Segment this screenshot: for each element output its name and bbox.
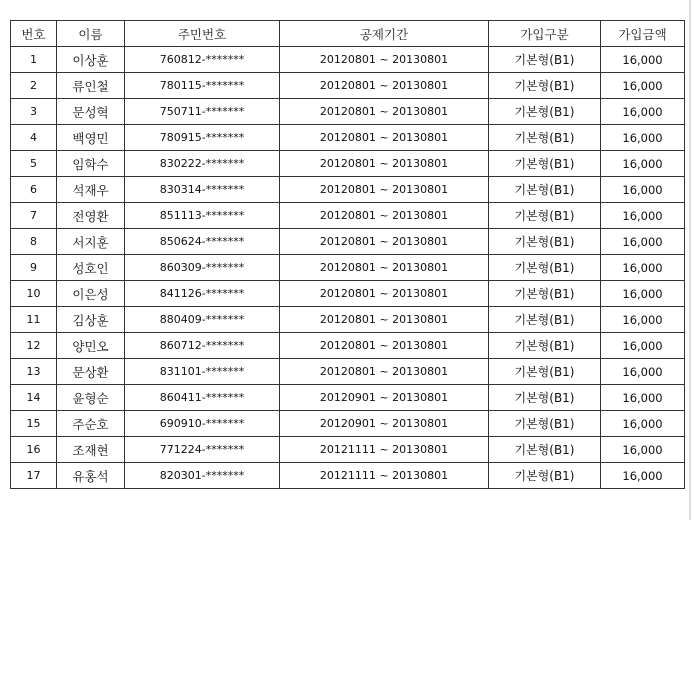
header-period: 공제기간 bbox=[280, 21, 489, 47]
cell-amount: 16,000 bbox=[601, 359, 685, 385]
cell-period: 20120801 ~ 20130801 bbox=[280, 307, 489, 333]
cell-period: 20120801 ~ 20130801 bbox=[280, 281, 489, 307]
table-row bbox=[11, 411, 685, 437]
table-row bbox=[11, 125, 685, 151]
cell-no: 9 bbox=[11, 255, 57, 281]
cell-name: 주순호 bbox=[57, 411, 125, 437]
cell-name: 백영민 bbox=[57, 125, 125, 151]
table-row bbox=[11, 177, 685, 203]
cell-no: 6 bbox=[11, 177, 57, 203]
cell-plan-type: 기본형(B1) bbox=[489, 177, 601, 203]
cell-name: 전영환 bbox=[57, 203, 125, 229]
cell-period: 20120801 ~ 20130801 bbox=[280, 125, 489, 151]
cell-plan-type: 기본형(B1) bbox=[489, 359, 601, 385]
table-row bbox=[11, 385, 685, 411]
member-table bbox=[10, 20, 685, 489]
cell-resident-id: 850624-******* bbox=[125, 229, 280, 255]
cell-name: 석재우 bbox=[57, 177, 125, 203]
cell-period: 20121111 ~ 20130801 bbox=[280, 437, 489, 463]
cell-period: 20120801 ~ 20130801 bbox=[280, 177, 489, 203]
cell-name: 양민오 bbox=[57, 333, 125, 359]
cell-amount: 16,000 bbox=[601, 203, 685, 229]
cell-resident-id: 780915-******* bbox=[125, 125, 280, 151]
cell-no: 17 bbox=[11, 463, 57, 489]
cell-plan-type: 기본형(B1) bbox=[489, 385, 601, 411]
header-row bbox=[11, 21, 685, 47]
cell-name: 윤형순 bbox=[57, 385, 125, 411]
cell-amount: 16,000 bbox=[601, 385, 685, 411]
cell-name: 조재현 bbox=[57, 437, 125, 463]
cell-no: 4 bbox=[11, 125, 57, 151]
cell-no: 14 bbox=[11, 385, 57, 411]
cell-resident-id: 860411-******* bbox=[125, 385, 280, 411]
table-row bbox=[11, 47, 685, 73]
cell-no: 13 bbox=[11, 359, 57, 385]
cell-amount: 16,000 bbox=[601, 333, 685, 359]
table-row bbox=[11, 73, 685, 99]
cell-amount: 16,000 bbox=[601, 47, 685, 73]
cell-name: 김상훈 bbox=[57, 307, 125, 333]
cell-resident-id: 830314-******* bbox=[125, 177, 280, 203]
cell-plan-type: 기본형(B1) bbox=[489, 73, 601, 99]
cell-period: 20120801 ~ 20130801 bbox=[280, 229, 489, 255]
cell-resident-id: 780115-******* bbox=[125, 73, 280, 99]
cell-resident-id: 860309-******* bbox=[125, 255, 280, 281]
header-plan-type: 가입구분 bbox=[489, 21, 601, 47]
cell-no: 3 bbox=[11, 99, 57, 125]
cell-resident-id: 690910-******* bbox=[125, 411, 280, 437]
cell-amount: 16,000 bbox=[601, 177, 685, 203]
cell-no: 15 bbox=[11, 411, 57, 437]
cell-no: 5 bbox=[11, 151, 57, 177]
cell-resident-id: 880409-******* bbox=[125, 307, 280, 333]
table-row bbox=[11, 99, 685, 125]
cell-no: 1 bbox=[11, 47, 57, 73]
cell-period: 20120901 ~ 20130801 bbox=[280, 411, 489, 437]
cell-period: 20120801 ~ 20130801 bbox=[280, 151, 489, 177]
cell-period: 20120901 ~ 20130801 bbox=[280, 385, 489, 411]
cell-name: 문성혁 bbox=[57, 99, 125, 125]
header-amount: 가입금액 bbox=[601, 21, 685, 47]
cell-period: 20120801 ~ 20130801 bbox=[280, 255, 489, 281]
table-row bbox=[11, 281, 685, 307]
table-row bbox=[11, 229, 685, 255]
cell-plan-type: 기본형(B1) bbox=[489, 99, 601, 125]
header-no: 번호 bbox=[11, 21, 57, 47]
cell-name: 유홍석 bbox=[57, 463, 125, 489]
table-row bbox=[11, 437, 685, 463]
cell-resident-id: 750711-******* bbox=[125, 99, 280, 125]
cell-period: 20120801 ~ 20130801 bbox=[280, 359, 489, 385]
page-edge-divider bbox=[689, 0, 691, 520]
cell-plan-type: 기본형(B1) bbox=[489, 437, 601, 463]
header-resident-id: 주민번호 bbox=[125, 21, 280, 47]
cell-name: 류인철 bbox=[57, 73, 125, 99]
cell-plan-type: 기본형(B1) bbox=[489, 333, 601, 359]
table-row bbox=[11, 203, 685, 229]
cell-amount: 16,000 bbox=[601, 151, 685, 177]
cell-plan-type: 기본형(B1) bbox=[489, 229, 601, 255]
cell-amount: 16,000 bbox=[601, 437, 685, 463]
member-rows bbox=[11, 47, 685, 489]
header-name: 이름 bbox=[57, 21, 125, 47]
cell-resident-id: 860712-******* bbox=[125, 333, 280, 359]
cell-resident-id: 831101-******* bbox=[125, 359, 280, 385]
cell-plan-type: 기본형(B1) bbox=[489, 463, 601, 489]
cell-resident-id: 771224-******* bbox=[125, 437, 280, 463]
table-row bbox=[11, 307, 685, 333]
cell-plan-type: 기본형(B1) bbox=[489, 47, 601, 73]
cell-name: 이은성 bbox=[57, 281, 125, 307]
cell-amount: 16,000 bbox=[601, 411, 685, 437]
cell-amount: 16,000 bbox=[601, 281, 685, 307]
table-row bbox=[11, 151, 685, 177]
cell-amount: 16,000 bbox=[601, 73, 685, 99]
cell-no: 8 bbox=[11, 229, 57, 255]
cell-resident-id: 760812-******* bbox=[125, 47, 280, 73]
cell-name: 임학수 bbox=[57, 151, 125, 177]
cell-name: 성호인 bbox=[57, 255, 125, 281]
cell-plan-type: 기본형(B1) bbox=[489, 281, 601, 307]
cell-period: 20120801 ~ 20130801 bbox=[280, 99, 489, 125]
cell-plan-type: 기본형(B1) bbox=[489, 151, 601, 177]
cell-amount: 16,000 bbox=[601, 125, 685, 151]
cell-period: 20121111 ~ 20130801 bbox=[280, 463, 489, 489]
cell-amount: 16,000 bbox=[601, 229, 685, 255]
cell-no: 2 bbox=[11, 73, 57, 99]
cell-name: 문상환 bbox=[57, 359, 125, 385]
cell-plan-type: 기본형(B1) bbox=[489, 411, 601, 437]
cell-period: 20120801 ~ 20130801 bbox=[280, 333, 489, 359]
cell-period: 20120801 ~ 20130801 bbox=[280, 73, 489, 99]
cell-resident-id: 841126-******* bbox=[125, 281, 280, 307]
cell-resident-id: 851113-******* bbox=[125, 203, 280, 229]
cell-no: 16 bbox=[11, 437, 57, 463]
member-list-container bbox=[10, 20, 684, 489]
cell-no: 12 bbox=[11, 333, 57, 359]
cell-amount: 16,000 bbox=[601, 307, 685, 333]
cell-no: 10 bbox=[11, 281, 57, 307]
cell-period: 20120801 ~ 20130801 bbox=[280, 47, 489, 73]
table-row bbox=[11, 255, 685, 281]
cell-period: 20120801 ~ 20130801 bbox=[280, 203, 489, 229]
cell-amount: 16,000 bbox=[601, 255, 685, 281]
cell-resident-id: 820301-******* bbox=[125, 463, 280, 489]
table-row bbox=[11, 359, 685, 385]
cell-name: 서지훈 bbox=[57, 229, 125, 255]
cell-plan-type: 기본형(B1) bbox=[489, 203, 601, 229]
cell-no: 11 bbox=[11, 307, 57, 333]
cell-plan-type: 기본형(B1) bbox=[489, 125, 601, 151]
table-row bbox=[11, 463, 685, 489]
cell-no: 7 bbox=[11, 203, 57, 229]
cell-amount: 16,000 bbox=[601, 99, 685, 125]
cell-name: 이상훈 bbox=[57, 47, 125, 73]
cell-resident-id: 830222-******* bbox=[125, 151, 280, 177]
table-row bbox=[11, 333, 685, 359]
cell-plan-type: 기본형(B1) bbox=[489, 307, 601, 333]
cell-plan-type: 기본형(B1) bbox=[489, 255, 601, 281]
cell-amount: 16,000 bbox=[601, 463, 685, 489]
